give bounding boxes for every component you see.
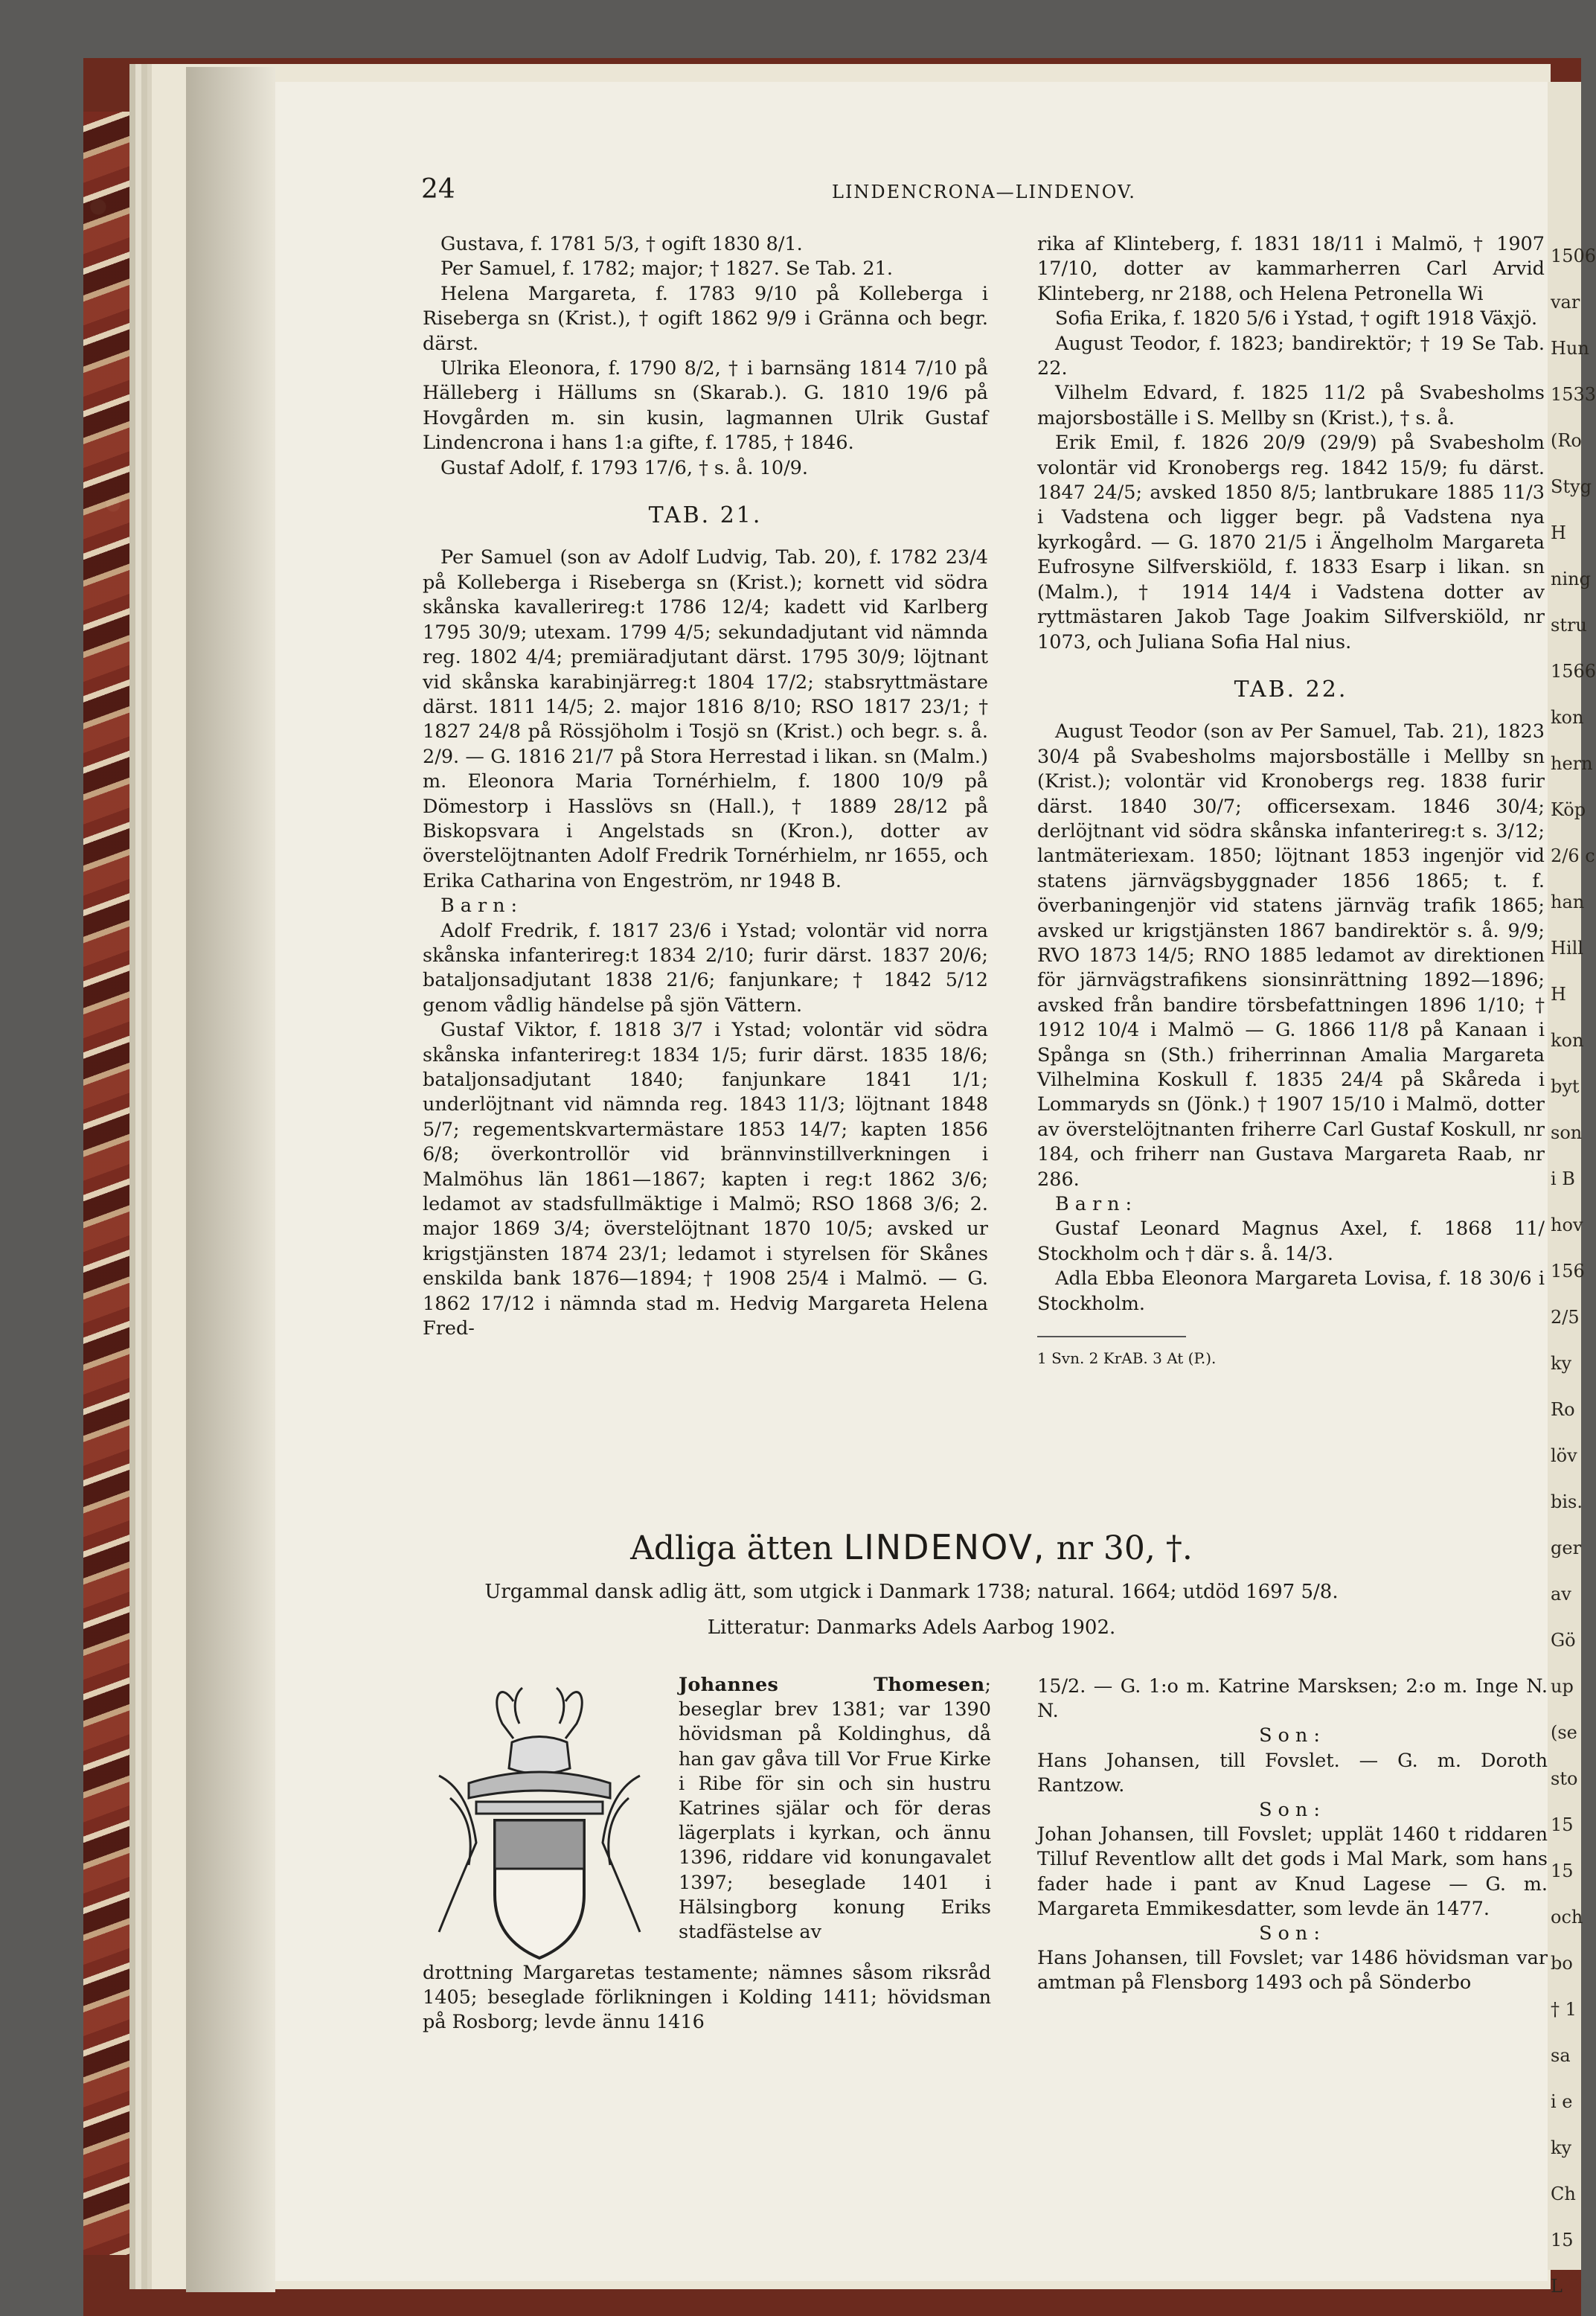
lindenov-paragraph: Son: bbox=[1259, 1724, 1326, 1747]
adjacent-page-fragment: 1566 bbox=[1551, 661, 1596, 682]
adjacent-page-fragment: son bbox=[1551, 1122, 1583, 1143]
adjacent-page-edge bbox=[1548, 82, 1596, 2297]
gutter-shadow bbox=[186, 67, 275, 2292]
coat-of-arms-icon bbox=[424, 1672, 655, 1969]
left-paragraph: Adolf Fredrik, f. 1817 23/6 i Ystad; volontär vid norra skånska infanterireg:t 1834 2/10; furir därst. 1837 20/6; bataljonsadjutant 1838 21/6; fanjunkare; † 1842 5/12 genom vådlig händelse på sjön Vättern. bbox=[423, 919, 988, 1017]
adjacent-page-fragment: (se bbox=[1551, 1722, 1577, 1743]
lindenov-paragraph: Son: bbox=[1259, 1799, 1326, 1822]
heading-prefix: Adliga ätten bbox=[630, 1529, 833, 1567]
right-paragraph: August Teodor (son av Per Samuel, Tab. 21), 1823 30/4 på Svabesholms majorsboställe i Mellby sn (Krist.); volontär vid Kronobergs reg. 1838 furir därst. 1840 30/7; officersexam. 1846 30/4; derlöjtnant vid södra skånska infanterireg:t s. 3/12; lantmäteriexam. 1850; löjtnant 1853 ingenjör vid statens järnvägsbyggnader 1856 1865; t. f. överbaningenjör vid statens järnväg trafik 1865; avsked ur krigstjänsten 1867 bandirektör s. å. 9/9; RVO 1873 14/5; RNO 1885 ledamot av direktionen för järnvägstrafikens sionsinrättning 1892—1896; avsked från bandire törsbefattningen 1896 1/10; † 1912 10/4 i Malmö — G. 1866 11/8 på Kanaan i Spånga sn (Sth.) friherrinnan Amalia Margareta Vilhelmina Koskull f. 1835 24/4 på Skåreda i Lommaryds sn (Jönk.) † 1907 15/10 i Malmö, dotter av överstelöjtnanten friherre Carl Gustaf Koskull, nr 184, och friherr nan Gustava Margareta Raab, nr 286. bbox=[1037, 720, 1545, 1191]
adjacent-page-fragment: av bbox=[1551, 1584, 1571, 1605]
adjacent-page-fragment: Gö bbox=[1551, 1630, 1576, 1651]
lindenov-narrow-text: ; beseglar brev 1381; var 1390 hövidsman på Koldinghus, då han gav gåva till Vor Frue Kirke i Ribe för sin och sin hustru Katrines själar och för deras lägerplats i kyrkan, och ännu 1396, riddare vid konungavalet 1397; beseglade 1401 i Hälsingborg konung Eriks stadfästelse av bbox=[679, 1674, 991, 1944]
adjacent-page-fragment: löv bbox=[1551, 1445, 1577, 1466]
left-paragraph: Helena Margareta, f. 1783 9/10 på Kolleberga i Riseberga sn (Krist.), † ogift 1862 9/9 i Gränna och begr. därst. bbox=[423, 282, 988, 355]
lindenov-paragraph: 15/2. — G. 1:o m. Katrine Marsksen; 2:o m. Inge N. N. bbox=[1037, 1675, 1548, 1723]
heading-name: LINDENOV, bbox=[843, 1527, 1046, 1567]
right-paragraph: Adla Ebba Eleonora Margareta Lovisa, f. 18 30/6 i Stockholm. bbox=[1037, 1267, 1545, 1315]
adjacent-page-fragment: † 1 bbox=[1551, 1999, 1577, 2020]
adjacent-page-fragment: bo bbox=[1551, 1953, 1573, 1974]
adjacent-page-fragment: 1506 bbox=[1551, 246, 1596, 266]
adjacent-page-fragment: sto bbox=[1551, 1768, 1578, 1789]
adjacent-page-fragment: sa bbox=[1551, 2045, 1571, 2066]
lindenov-right-column bbox=[1037, 1674, 1548, 1996]
right-paragraph: Gustaf Leonard Magnus Axel, f. 1868 11/ Stockholm och † där s. å. 14/3. bbox=[1037, 1218, 1545, 1265]
adjacent-page-fragment: 15 bbox=[1551, 1814, 1574, 1835]
adjacent-page-fragment: 156 bbox=[1551, 1261, 1585, 1282]
left-paragraph: Per Samuel (son av Adolf Ludvig, Tab. 20), f. 1782 23/4 på Kolleberga i Riseberga sn (Krist.); kornett vid södra skånska kavallerireg:t 1786 12/4; kadett vid Karlberg 1795 30/9; utexam. 1799 4/5; sekundadjutant vid nämnda reg. 1802 4/4; premiäradjutant därst. 1795 30/9; löjtnant vid skånska karabinjärreg:t 1804 17/2; stabsryttmästare därst. 1811 14/5; 2. major 1816 8/10; RSO 1817 23/1; † 1827 24/8 på Rössjöholm i Tosjö sn (Krist.) och begr. s. å. 2/9. — G. 1816 21/7 på Stora Herrestad i likan. sn (Malm.) m. Eleonora Maria Tornérhielm, f. 1800 10/9 på Dömestorp i Hasslövs sn (Hall.), † 1889 28/12 på Biskopsvara i Angelstads sn (Kron.), dotter av överstelöjtnanten Adolf Fredrik Tornérhielm, nr 1655, och Erika Catharina von Engeström, nr 1948 B. bbox=[423, 546, 988, 892]
adjacent-page-fragment: i e bbox=[1551, 2091, 1573, 2112]
lindenov-text-narrow: Johannes Thomesen; beseglar brev 1381; var 1390 hövidsman på Koldinghus, då han gav gåva till Vor Frue Kirke i Ribe för sin och sin hustru Katrines själar och för deras lägerplats i kyrkan, och ännu 1396, riddare vid konungavalet 1397; beseglade 1401 i Hälsingborg konung Eriks stadfästelse av bbox=[679, 1674, 991, 1944]
adjacent-page-fragment: Ch bbox=[1551, 2184, 1576, 2204]
right-text-column bbox=[1037, 232, 1545, 1371]
left-paragraph: Ulrika Eleonora, f. 1790 8/2, † i barnsäng 1814 7/10 på Hälleberg i Hällums sn (Skarab.). G. 1810 19/6 på Hovgården m. sin kusin, lagmannen Ulrik Gustaf Lindencrona i hans 1:a gifte, f. 1785, † 1846. bbox=[423, 357, 988, 455]
adjacent-page-fragment: byt bbox=[1551, 1076, 1580, 1097]
adjacent-page-fragment: och bbox=[1551, 1907, 1583, 1928]
right-paragraph: Sofia Erika, f. 1820 5/6 i Ystad, † ogift 1918 Växjö. bbox=[1055, 307, 1538, 330]
adjacent-page-fragment: var bbox=[1551, 292, 1580, 313]
adjacent-page-fragment: 2/6 c bbox=[1551, 845, 1595, 866]
adjacent-page-fragment: ning bbox=[1551, 569, 1591, 589]
right-paragraph: Erik Emil, f. 1826 20/9 (29/9) på Svabesholm volontär vid Kronobergs reg. 1842 15/9; fu därst. 1847 24/5; avsked 1850 8/5; lantbrukare 1885 11/3 i Vadstena och ligger begr. på Vadstena nya kyrkogård. — G. 1870 21/5 i Ängelholm Margareta Eufrosyne Silfverskiöld, f. 1833 Esarp i likan. sn (Malm.), † 1914 14/4 i Vadstena dotter av ryttmästaren Jakob Tage Joakim Silfverskiöld, nr 1073, och Juliana Sofia Hal nius. bbox=[1037, 432, 1545, 653]
right-paragraph: TAB. 22. bbox=[1234, 676, 1348, 703]
adjacent-page-fragment: han bbox=[1551, 892, 1585, 912]
left-paragraph: TAB. 21. bbox=[648, 502, 763, 529]
lindenov-paragraph: Johan Johansen, till Fovslet; upplät 1460 t riddaren Tilluf Reventlow allt det gods i Mal Mark, som hans fader hade i pant av Knud Lagese — G. m. Margareta Emmikesdatter, som levde än 1477. bbox=[1037, 1823, 1548, 1920]
adjacent-page-fragment: stru bbox=[1551, 615, 1587, 636]
left-paragraph: Gustava, f. 1781 5/3, † ogift 1830 8/1. bbox=[440, 233, 803, 255]
adjacent-page-fragment: kon bbox=[1551, 1030, 1584, 1051]
footnote-rule bbox=[1037, 1336, 1186, 1337]
family-heading bbox=[275, 1527, 1548, 1567]
adjacent-page-fragment: ky bbox=[1551, 1353, 1572, 1374]
adjacent-page-fragment: 1533 bbox=[1551, 384, 1596, 405]
right-paragraph: Vilhelm Edvard, f. 1825 11/2 på Svabesholms majorsboställe i S. Mellby sn (Krist.), † s. å. bbox=[1037, 382, 1545, 429]
adjacent-page-fragment: up bbox=[1551, 1676, 1574, 1697]
adjacent-page-fragment: Styg bbox=[1551, 476, 1592, 497]
left-text-column bbox=[423, 232, 988, 1341]
literature-reference: Litteratur: Danmarks Adels Aarbog 1902. bbox=[707, 1616, 1116, 1639]
page-number: 24 bbox=[421, 174, 455, 205]
adjacent-page-fragment: Hill bbox=[1551, 938, 1583, 959]
adjacent-page-fragment: 15 bbox=[1551, 2230, 1574, 2251]
adjacent-page-fragment: hern bbox=[1551, 753, 1593, 774]
family-subtitle: Urgammal dansk adlig ätt, som utgick i Danmark 1738; natural. 1664; utdöd 1697 5/8. bbox=[484, 1581, 1339, 1603]
left-paragraph: Gustaf Adolf, f. 1793 17/6, † s. å. 10/9. bbox=[440, 456, 809, 479]
lindenov-text-wide bbox=[423, 1961, 991, 2035]
adjacent-page-fragment: 2/5 bbox=[1551, 1307, 1580, 1328]
lindenov-wide-text: drottning Margaretas testamente; nämnes såsom riksråd 1405; beseglade förlikningen i Kolding 1411; hövidsman på Rosborg; levde ännu 1416 bbox=[423, 1962, 991, 2034]
adjacent-page-fragment: 15 bbox=[1551, 1861, 1574, 1881]
lindenov-paragraph: Hans Johansen, till Fovslet; var 1486 hövidsman var amtman på Flensborg 1493 och på Sönderbo bbox=[1037, 1947, 1548, 1994]
left-paragraph: Per Samuel, f. 1782; major; † 1827. Se Tab. 21. bbox=[440, 257, 893, 281]
adjacent-page-fragment: Ro bbox=[1551, 1399, 1575, 1420]
right-paragraph: rika af Klinteberg, f. 1831 18/11 i Malmö, † 1907 17/10, dotter av kammarherren Carl Arvid Klinteberg, nr 2188, och Helena Petronella Wi bbox=[1037, 233, 1545, 305]
adjacent-page-fragment: i B bbox=[1551, 1168, 1575, 1189]
right-paragraph: August Teodor, f. 1823; bandirektör; † 19 Se Tab. 22. bbox=[1037, 332, 1545, 380]
adjacent-page-fragment: ger bbox=[1551, 1538, 1582, 1558]
adjacent-page-fragment: Hun bbox=[1551, 338, 1589, 359]
heading-suffix: nr 30, †. bbox=[1056, 1529, 1193, 1567]
left-paragraph: Barn: bbox=[440, 895, 524, 918]
adjacent-page-fragment: L bbox=[1551, 2276, 1563, 2297]
lindenov-paragraph: Son: bbox=[1259, 1922, 1326, 1945]
footnotes: 1 Svn. 2 KrAB. 3 At (P.). bbox=[1037, 1349, 1217, 1368]
running-title: LINDENCRONA—LINDENOV. bbox=[832, 182, 1136, 202]
adjacent-page-fragment: H bbox=[1551, 984, 1566, 1005]
right-paragraph: Barn: bbox=[1055, 1193, 1138, 1216]
adjacent-page-fragment: ky bbox=[1551, 2137, 1572, 2158]
adjacent-page-fragment: bis. bbox=[1551, 1491, 1583, 1512]
adjacent-page-fragment: hov bbox=[1551, 1215, 1583, 1235]
adjacent-page-fragment: (Ro bbox=[1551, 430, 1582, 451]
marbled-edge bbox=[83, 112, 152, 2255]
adjacent-page-fragment: kon bbox=[1551, 707, 1584, 728]
adjacent-page-fragment: Köp bbox=[1551, 799, 1586, 820]
left-paragraph: Gustaf Viktor, f. 1818 3/7 i Ystad; volontär vid södra skånska infanterireg:t 1834 1/5; furir därst. 1835 18/6; bataljonsadjutant 1840; fanjunkare 1841 1/1; underlöjtnant vid nämnda reg. 1843 11/3; löjtnant 1848 5/7; regementskvartermästare 1853 14/7; kapten 1856 6/8; överkontrollör vid brännvinstillverkningen i Malmöhus län 1861—1867; kapten i reg:t 1862 3/6; ledamot av stadsfullmäktige i Malmö; RSO 1868 3/6; 2. major 1869 3/4; överstelöjtnant 1870 10/5; avsked ur krigstjänsten 1874 23/1; ledamot i styrelsen för Skånes enskilda bank 1876—1894; † 1908 25/4 i Malmö. — G. 1862 17/12 i nämnda stad m. Hedvig Margareta Helena Fred- bbox=[423, 1019, 988, 1340]
lindenov-paragraph: Hans Johansen, till Fovslet. — G. m. Doroth Rantzow. bbox=[1037, 1749, 1548, 1797]
adjacent-page-fragment: H bbox=[1551, 522, 1566, 543]
